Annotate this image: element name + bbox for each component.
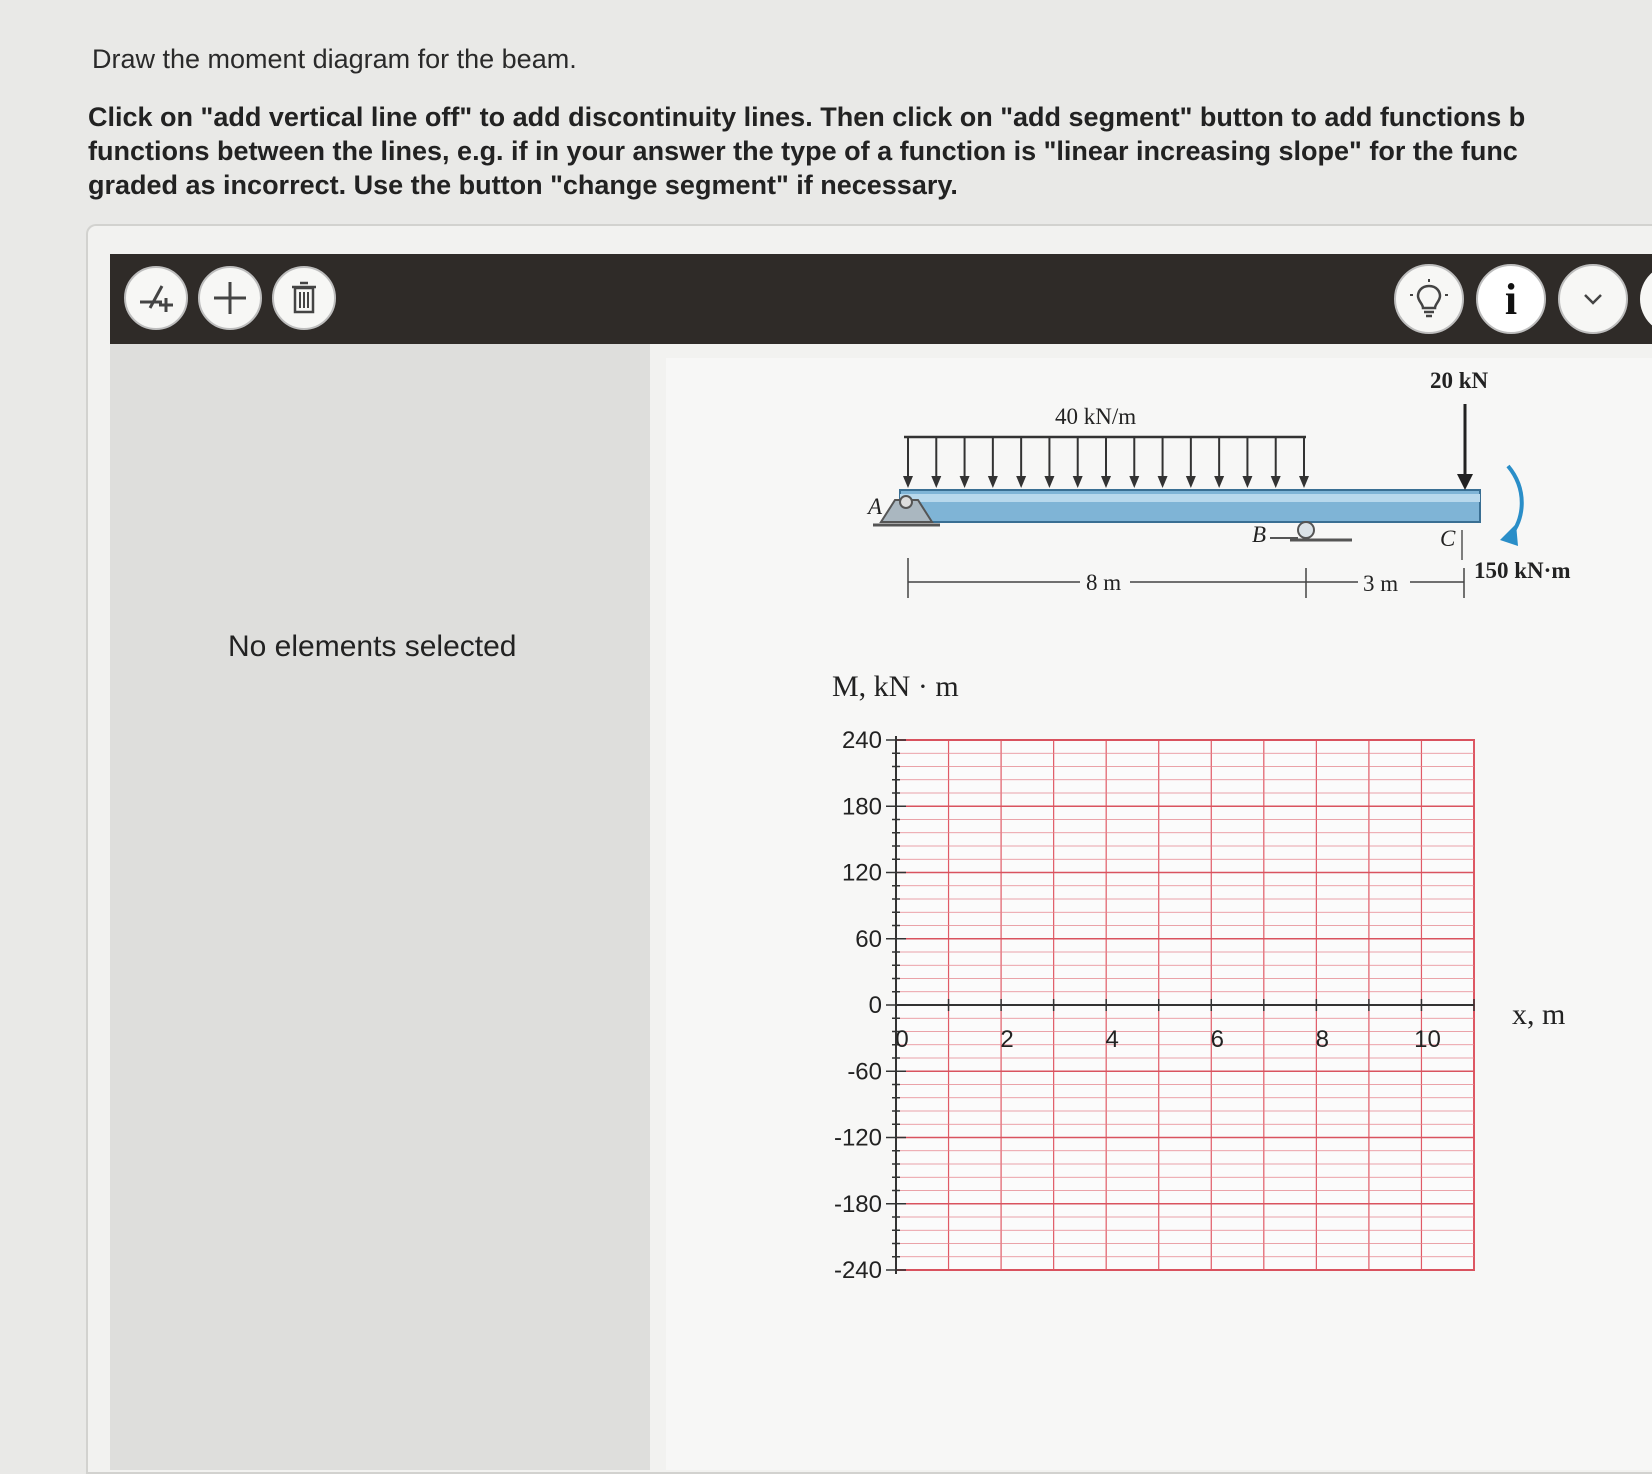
x-tick-label: 4 [1105,1026,1119,1053]
x-tick-label: 10 [1414,1026,1441,1053]
y-tick-label: -60 [847,1058,882,1086]
x-tick-label: 0 [895,1026,909,1053]
y-tick-label: -240 [833,1257,882,1284]
instructions-line-3: graded as incorrect. Use the button "change segment" if necessary. [88,170,958,200]
x-axis-label: x, m [1512,998,1566,1031]
x-tick-label: 2 [1000,1026,1014,1053]
point-c-label: C [1440,526,1456,551]
y-tick-label: 0 [868,992,882,1019]
span-ab-label: 8 m [1086,570,1122,595]
y-tick-label: 180 [841,793,882,821]
x-tick-label: 6 [1210,1026,1224,1053]
y-tick-label: 240 [841,727,882,754]
distributed-load-label: 40 kN/m [1055,404,1137,429]
instructions-line-2: functions between the lines, e.g. if in your answer the type of a function is "linear increasing slope" for the func [88,136,1518,166]
question-title: Draw the moment diagram for the beam. [92,44,577,74]
y-axis-label: M, kN · m [832,670,959,703]
support-a-label: A [868,494,883,519]
support-b-label: B [1252,522,1267,547]
x-tick-label: 8 [1315,1026,1330,1053]
y-tick-label: 120 [841,859,882,887]
span-bc-label: 3 m [1363,571,1399,596]
info-icon: i [1504,274,1518,324]
y-tick-label: -120 [833,1124,882,1152]
no-elements-message: No elements selected [228,630,517,663]
y-tick-label: 60 [855,925,882,953]
instructions-line-1: Click on "add vertical line off" to add discontinuity lines. Then click on "add segment" button to add functions b [88,102,1526,132]
moment-label: 150 kN·m [1474,558,1571,583]
y-tick-label: -180 [833,1190,882,1218]
point-load-label: 20 kN [1430,368,1489,393]
